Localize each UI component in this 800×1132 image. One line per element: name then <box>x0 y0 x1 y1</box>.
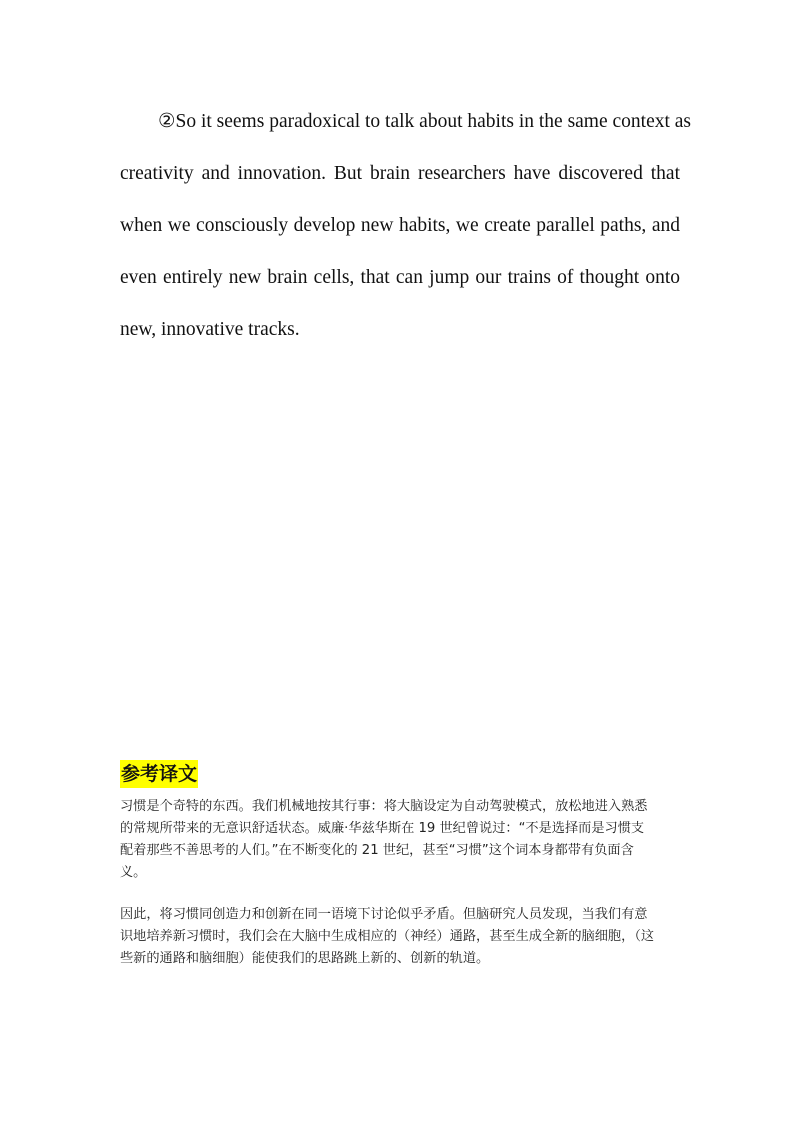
translation-paragraph-1 <box>120 796 682 884</box>
text-line: creativity and innovation. But brain researchers have discovered that <box>120 163 680 184</box>
text-line: 的常规所带来的无意识舒适状态。威廉·华兹华斯在 19 世纪曾说过：“不是选择而是习惯支 <box>120 821 645 836</box>
text-line: 习惯是个奇特的东西。我们机械地按其行事：将大脑设定为自动驾驶模式，放松地进入熟悉 <box>120 799 648 814</box>
translation-paragraph-2 <box>120 904 682 970</box>
text-line: 因此，将习惯同创造力和创新在同一语境下讨论似乎矛盾。但脑研究人员发现，当我们有意 <box>120 907 648 922</box>
text-line: 配着那些不善思考的人们。”在不断变化的 21 世纪，甚至“习惯”这个词本身都带有负面含 <box>120 843 634 858</box>
text-line: 识地培养新习惯时，我们会在大脑中生成相应的（神经）通路，甚至生成全新的脑细胞，（这 <box>120 929 655 944</box>
english-paragraph <box>120 96 692 356</box>
text-line: ②So it seems paradoxical to talk about habits in the same context as <box>158 111 692 132</box>
translation-heading: 参考译文 <box>120 760 198 788</box>
text-line: 义。 <box>120 865 147 880</box>
text-line: 些新的通路和脑细胞）能使我们的思路跳上新的、创新的轨道。 <box>120 951 490 966</box>
text-line: even entirely new brain cells, that can jump our trains of thought onto <box>120 267 680 288</box>
text-line: when we consciously develop new habits, we create parallel paths, and <box>120 215 680 236</box>
text-line: new, innovative tracks. <box>120 319 300 340</box>
